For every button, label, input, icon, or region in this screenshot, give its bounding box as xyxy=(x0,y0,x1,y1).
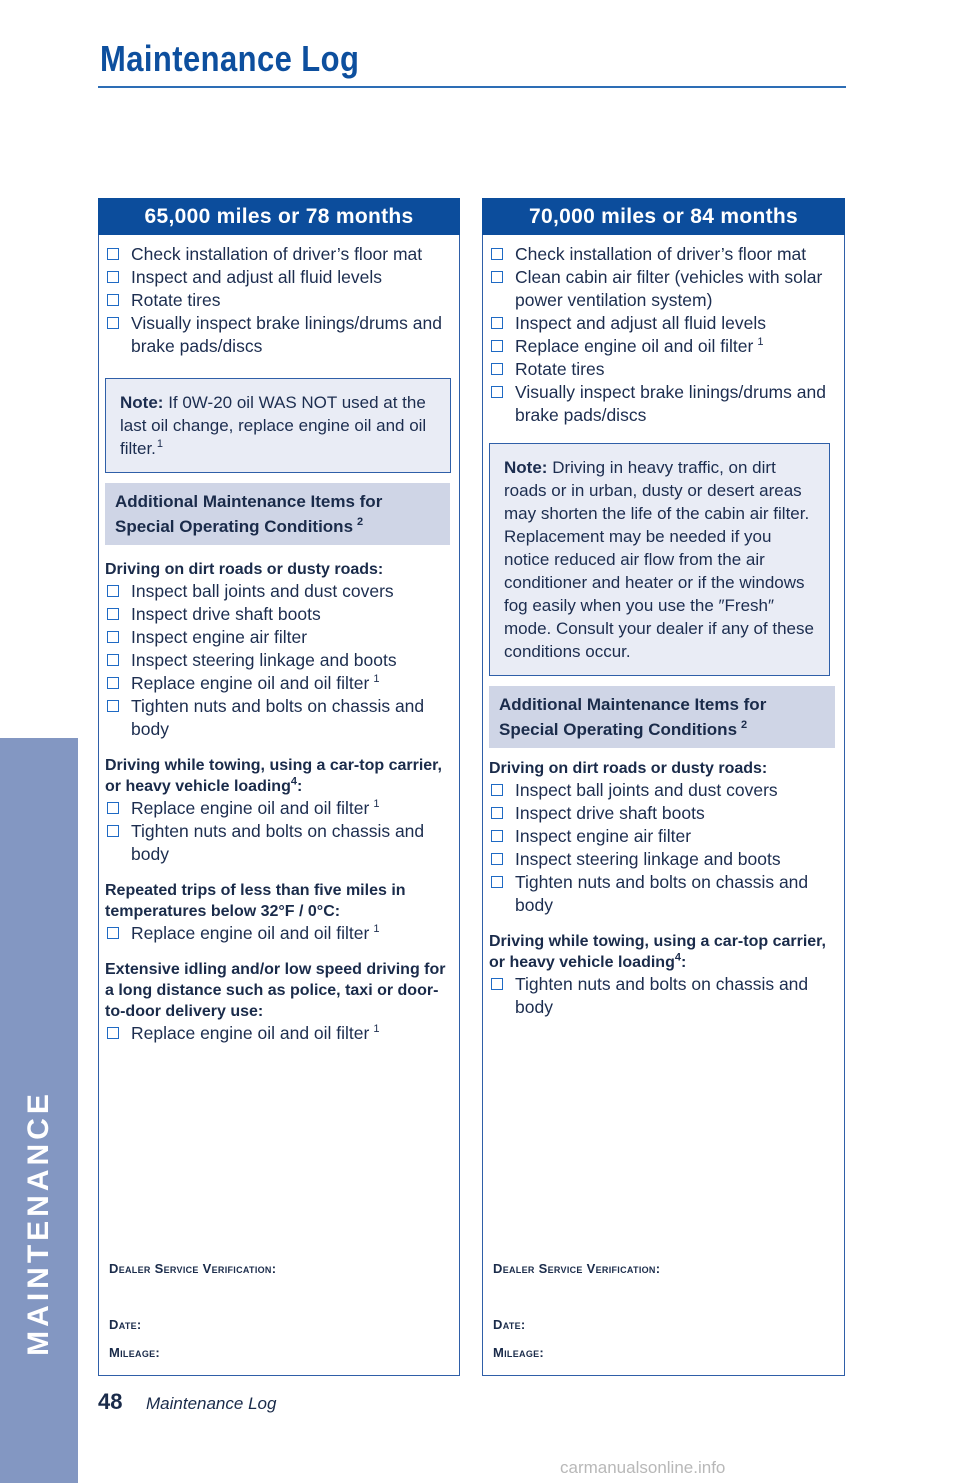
footnote-marker: 1 xyxy=(373,673,380,686)
checklist-item-text: Replace engine oil and oil filter xyxy=(131,923,370,943)
note-label: Note: xyxy=(120,393,164,412)
checklist-item-text: Visually inspect brake linings/drums and brake pads/discs xyxy=(515,382,826,425)
special-footnote: 2 xyxy=(357,516,364,529)
checklist-item xyxy=(489,825,838,848)
right-column xyxy=(482,198,845,1376)
checkbox-icon[interactable] xyxy=(107,317,119,329)
right-note-box xyxy=(489,443,830,676)
checkbox-icon[interactable] xyxy=(107,271,119,283)
checkbox-icon[interactable] xyxy=(107,677,119,689)
right-mileage-label: Mileage: xyxy=(493,1345,545,1360)
checklist-item-text: Rotate tires xyxy=(131,290,221,310)
checkbox-icon[interactable] xyxy=(107,1027,119,1039)
checklist-item-text: Inspect engine air filter xyxy=(515,826,692,846)
special-title-line2: Special Operating Conditions xyxy=(115,517,354,536)
checkbox-icon[interactable] xyxy=(491,271,503,283)
checklist-item-text: Tighten nuts and bolts on chassis and body xyxy=(131,821,425,864)
checklist-item-text: Inspect drive shaft boots xyxy=(131,604,321,624)
checklist-item xyxy=(489,802,838,825)
footnote-marker: 1 xyxy=(757,336,764,349)
checklist-item xyxy=(489,871,838,917)
right-date-label: Date: xyxy=(493,1317,526,1332)
right-cond1-checklist xyxy=(489,779,838,917)
checklist-item xyxy=(105,312,453,358)
checklist-item-text: Inspect steering linkage and boots xyxy=(131,650,397,670)
checkbox-icon[interactable] xyxy=(107,608,119,620)
checklist-item xyxy=(489,381,838,427)
checkbox-icon[interactable] xyxy=(491,248,503,260)
left-cond1-checklist xyxy=(105,580,453,741)
checklist-item xyxy=(105,603,453,626)
left-dealer-verification-label: Dealer Service Verification: xyxy=(109,1261,277,1276)
checkbox-icon[interactable] xyxy=(491,317,503,329)
special-footnote: 2 xyxy=(741,719,748,732)
right-column-body xyxy=(483,235,844,1019)
left-main-checklist xyxy=(105,243,453,358)
checkbox-icon[interactable] xyxy=(107,700,119,712)
checkbox-icon[interactable] xyxy=(491,807,503,819)
checklist-item-text: Inspect drive shaft boots xyxy=(515,803,705,823)
footnote-marker: 1 xyxy=(373,1023,380,1036)
left-cond1-heading: Driving on dirt roads or dusty roads: xyxy=(105,561,384,578)
left-cond3-checklist xyxy=(105,922,453,945)
title-rule xyxy=(98,86,846,88)
left-cond4-heading: Extensive idling and/or low speed driving for a long distance such as police, taxi or door-to-door delivery use: xyxy=(105,961,446,1020)
note-text: Driving in heavy traffic, on dirt roads or in urban, dusty or desert areas may shorten the life of the cabin air filter. Replacement may be needed if you notice reduced air flow from the air conditioner and heater or if the windows fog easily when you use the ″Fresh″ mode. Consult your dealer if any of these conditions occur. xyxy=(504,458,814,661)
checkbox-icon[interactable] xyxy=(491,363,503,375)
left-column-body xyxy=(99,235,459,1045)
checklist-item xyxy=(489,848,838,871)
checkbox-icon[interactable] xyxy=(491,853,503,865)
checklist-item xyxy=(489,266,838,312)
checkbox-icon[interactable] xyxy=(491,784,503,796)
left-cond3-heading: Repeated trips of less than five miles in temperatures below 32°F / 0°C: xyxy=(105,882,406,920)
left-special-conditions-box xyxy=(105,483,450,545)
left-cond2-checklist xyxy=(105,797,453,866)
checklist-item xyxy=(489,243,838,266)
checklist-item-text: Replace engine oil and oil filter xyxy=(131,798,370,818)
cond2-footnote: 4 xyxy=(290,775,297,788)
checklist-item-text: Inspect engine air filter xyxy=(131,627,308,647)
checklist-item xyxy=(105,820,453,866)
checklist-item-text: Tighten nuts and bolts on chassis and body xyxy=(515,872,809,915)
checkbox-icon[interactable] xyxy=(107,585,119,597)
cond2-heading-text: Driving while towing, using a car-top carrier, or heavy vehicle loading xyxy=(489,933,826,971)
footnote-marker: 1 xyxy=(373,798,380,811)
cond2-heading-suffix: : xyxy=(680,954,687,971)
checklist-item-text: Replace engine oil and oil filter xyxy=(131,673,370,693)
right-cond2-heading xyxy=(489,931,838,973)
checklist-item xyxy=(105,266,453,289)
checklist-item xyxy=(489,358,838,381)
right-main-checklist xyxy=(489,243,838,427)
checklist-item xyxy=(105,580,453,603)
checklist-item-text: Tighten nuts and bolts on chassis and body xyxy=(515,974,809,1017)
checklist-item-text: Inspect ball joints and dust covers xyxy=(515,780,778,800)
checklist-item xyxy=(489,973,838,1019)
checkbox-icon[interactable] xyxy=(107,248,119,260)
checkbox-icon[interactable] xyxy=(107,654,119,666)
checklist-item-text: Inspect ball joints and dust covers xyxy=(131,581,394,601)
page-title: Maintenance Log xyxy=(100,38,360,79)
checkbox-icon[interactable] xyxy=(491,830,503,842)
left-cond4-checklist xyxy=(105,1022,453,1045)
checkbox-icon[interactable] xyxy=(107,825,119,837)
checklist-item xyxy=(105,797,453,820)
checklist-item-text: Inspect and adjust all fluid levels xyxy=(131,267,382,287)
checkbox-icon[interactable] xyxy=(107,927,119,939)
checklist-item-text: Replace engine oil and oil filter xyxy=(515,336,754,356)
checklist-item xyxy=(105,1022,453,1045)
checklist-item xyxy=(105,243,453,266)
left-date-label: Date: xyxy=(109,1317,142,1332)
watermark: carmanualsonline.info xyxy=(560,1458,726,1477)
right-column-header: 70,000 miles or 84 months xyxy=(482,198,845,235)
left-column xyxy=(98,198,460,1376)
footnote-marker: 1 xyxy=(373,923,380,936)
note-label: Note: xyxy=(504,458,548,477)
checklist-item-text: Tighten nuts and bolts on chassis and body xyxy=(131,696,425,739)
left-mileage-label: Mileage: xyxy=(109,1345,161,1360)
checklist-item xyxy=(489,312,838,335)
checklist-item-text: Clean cabin air filter (vehicles with solar power ventilation system) xyxy=(515,267,823,310)
checkbox-icon[interactable] xyxy=(107,294,119,306)
right-dealer-verification-label: Dealer Service Verification: xyxy=(493,1261,661,1276)
checklist-item-text: Visually inspect brake linings/drums and brake pads/discs xyxy=(131,313,442,356)
left-cond2-heading xyxy=(105,755,453,797)
footer-title: Maintenance Log xyxy=(146,1394,277,1413)
right-cond1-heading: Driving on dirt roads or dusty roads: xyxy=(489,760,768,777)
checklist-item-text: Check installation of driver’s floor mat xyxy=(131,244,423,264)
special-title-line1: Additional Maintenance Items for xyxy=(115,492,383,511)
checklist-item xyxy=(105,672,453,695)
checkbox-icon[interactable] xyxy=(107,802,119,814)
note-footnote: 1 xyxy=(156,438,164,451)
side-tab-text: MAINTENANCE xyxy=(22,1090,55,1356)
checklist-item xyxy=(105,649,453,672)
special-title-line1: Additional Maintenance Items for xyxy=(499,695,767,714)
left-note-box xyxy=(105,378,451,473)
checklist-item xyxy=(105,922,453,945)
checklist-item xyxy=(105,626,453,649)
checklist-item xyxy=(105,695,453,741)
checkbox-icon[interactable] xyxy=(491,876,503,888)
checkbox-icon[interactable] xyxy=(491,978,503,990)
checklist-item-text: Inspect steering linkage and boots xyxy=(515,849,781,869)
left-column-header: 65,000 miles or 78 months xyxy=(98,198,460,235)
cond2-heading-suffix: : xyxy=(296,778,303,795)
checklist-item xyxy=(489,335,838,358)
checklist-item-text: Check installation of driver’s floor mat xyxy=(515,244,807,264)
cond2-heading-text: Driving while towing, using a car-top carrier, or heavy vehicle loading xyxy=(105,757,442,795)
cond2-footnote: 4 xyxy=(674,951,681,964)
right-cond2-checklist xyxy=(489,973,838,1019)
checklist-item xyxy=(105,289,453,312)
checklist-item-text: Replace engine oil and oil filter xyxy=(131,1023,370,1043)
checklist-item xyxy=(489,779,838,802)
checkbox-icon[interactable] xyxy=(107,631,119,643)
checklist-item-text: Inspect and adjust all fluid levels xyxy=(515,313,766,333)
footer-page-number: 48 xyxy=(98,1389,123,1414)
side-tab xyxy=(0,738,78,1483)
checkbox-icon[interactable] xyxy=(491,340,503,352)
right-special-conditions-box xyxy=(489,686,835,748)
note-text: If 0W-20 oil WAS NOT used at the last oil change, replace engine oil and oil filter. xyxy=(120,393,427,458)
special-title-line2: Special Operating Conditions xyxy=(499,720,738,739)
checklist-item-text: Rotate tires xyxy=(515,359,605,379)
checkbox-icon[interactable] xyxy=(491,386,503,398)
